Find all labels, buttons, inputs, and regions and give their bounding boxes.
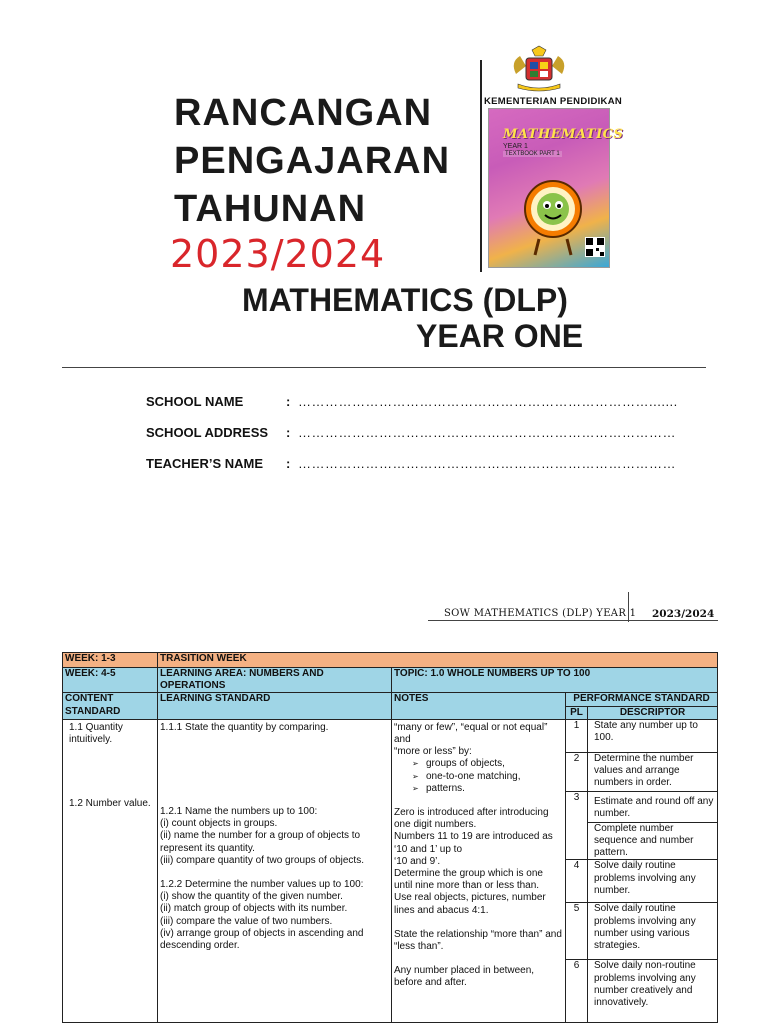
note-bullet-text: one-to-one matching, — [426, 770, 521, 782]
pl-number: 2 — [566, 752, 588, 791]
cover-year: 2023/2024 — [170, 232, 386, 276]
learning-1-2-2-item: (iii) compare the value of two numbers. — [160, 915, 333, 927]
col-learning-standard: LEARNING STANDARD — [158, 693, 392, 719]
school-address-colon: : — [286, 425, 291, 440]
pl-number: 4 — [566, 860, 588, 903]
school-name-colon: : — [286, 394, 291, 409]
week-1-cell: WEEK: 1-3 — [63, 653, 158, 668]
book-part: TEXTBOOK PART 1 — [505, 151, 560, 157]
learning-1-2-2-item: (ii) match group of objects with its number. — [160, 903, 348, 915]
cover-level: YEAR ONE — [416, 318, 584, 354]
content-1-1: 1.1 Quantity intuitively. — [69, 721, 123, 746]
school-name-label: SCHOOL NAME — [146, 394, 244, 409]
learning-1-1-1: 1.1.1 State the quantity by comparing. — [160, 721, 329, 733]
pl-descriptor: Estimate and round off any number. — [588, 791, 718, 822]
note-line: Any number placed in between, before and after. — [394, 965, 535, 989]
cover-title-line-2: PENGAJARAN — [174, 140, 451, 182]
note-line: Use real objects, pictures, number lines and abacus 4:1. — [394, 892, 546, 916]
teacher-name-colon: : — [286, 456, 291, 471]
week-2-cell: WEEK: 4-5 — [63, 668, 158, 693]
note-line: ‘10 and 9’. — [394, 855, 441, 867]
learning-1-2-1-item: (i) count objects in groups. — [160, 818, 278, 830]
note-line: State the relationship “more than” and “less than”. — [394, 928, 562, 953]
learning-1-2-1-item: (ii) name the number for a group of objects to represent its quantity. — [160, 830, 361, 854]
school-address-label: SCHOOL ADDRESS — [146, 425, 269, 440]
notes-cell — [392, 719, 566, 1023]
ministry-name: KEMENTERIAN PENDIDIKAN — [484, 96, 623, 107]
col-content-standard: CONTENT STANDARD — [63, 693, 158, 719]
content-standard-cell — [63, 719, 158, 1023]
teacher-name-label: TEACHER’S NAME — [146, 456, 264, 471]
school-name-field[interactable]: ……………………………………………………………………....... — [298, 394, 678, 409]
content-row — [63, 719, 718, 752]
pl-descriptor: Solve daily routine problems involving any number using various strategies. — [588, 903, 718, 960]
sow-header-year: 2023/2024 — [652, 608, 715, 620]
learning-1-2-1-item: (iii) compare quantity of two groups of objects. — [160, 854, 364, 866]
col-descriptor: DESCRIPTOR — [588, 706, 718, 719]
pl-descriptor: Solve daily routine problems involving any number. — [588, 860, 718, 903]
col-notes: NOTES — [392, 693, 566, 719]
note-line: “many or few”, “equal or not equal” and — [394, 721, 548, 746]
cover-subject: MATHEMATICS (DLP) — [242, 282, 568, 318]
note-line: Numbers 11 to 19 are introduced as ‘10 and 1’ up to — [394, 831, 553, 855]
qr-code-icon — [585, 237, 605, 257]
book-title: MATHEMATICS — [503, 127, 624, 142]
cover-title-line-3: TAHUNAN — [174, 188, 367, 230]
pl-descriptor: Complete number sequence and number pattern. — [588, 822, 718, 860]
note-line: “more or less” by: — [394, 746, 472, 758]
scheme-of-work-table — [62, 652, 718, 1023]
topic-cell: TOPIC: 1.0 WHOLE NUMBERS UP TO 100 — [392, 668, 718, 693]
note-bullet — [394, 758, 563, 770]
pl-number: 6 — [566, 960, 588, 1023]
note-bullet — [394, 783, 563, 795]
learning-standard-cell — [158, 719, 392, 1023]
col-performance-standard: PERFORMANCE STANDARD — [566, 693, 718, 706]
clock-mascot-icon — [517, 169, 589, 259]
header-rule — [428, 620, 718, 621]
learning-1-2-2: 1.2.2 Determine the number values up to 100: — [160, 879, 364, 891]
arrow-bullet-icon: ➢ — [412, 771, 419, 781]
pl-descriptor: Solve daily non-routine problems involving any number creatively and innovatively. — [588, 960, 718, 1023]
note-line: Zero is introduced after introducing one digit numbers. — [394, 807, 549, 831]
teacher-name-field[interactable]: ………………………………………………………………………… — [298, 456, 676, 471]
learning-1-2-2-item: (iv) arrange group of objects in ascending and descending order. — [160, 927, 364, 952]
week-row-2 — [63, 668, 718, 693]
cover-title-line-1: RANCANGAN — [174, 92, 433, 134]
note-bullet — [394, 771, 563, 783]
school-address-field[interactable]: ………………………………………………………………………… — [298, 425, 676, 440]
learning-1-2-1: 1.2.1 Name the numbers up to 100: — [160, 806, 318, 818]
sow-header-title: SOW MATHEMATICS (DLP) YEAR 1 — [444, 608, 637, 619]
learning-area-cell: LEARNING AREA: NUMBERS AND OPERATIONS — [158, 668, 392, 693]
note-bullet-text: patterns. — [426, 782, 465, 794]
note-line: Determine the group which is one until nine more than or less than. — [394, 868, 543, 892]
book-subtitle: YEAR 1 — [503, 143, 528, 150]
column-header-row — [63, 693, 718, 706]
learning-1-2-2-item: (i) show the quantity of the given number. — [160, 891, 343, 903]
divider-horizontal — [62, 367, 706, 368]
week-row-1 — [63, 653, 718, 668]
pl-number: 1 — [566, 719, 588, 752]
content-1-2: 1.2 Number value. — [69, 798, 151, 810]
pl-descriptor: Determine the number values and arrange numbers in order. — [588, 752, 718, 791]
arrow-bullet-icon: ➢ — [412, 783, 419, 793]
arrow-bullet-icon: ➢ — [412, 759, 419, 769]
pl-number: 5 — [566, 903, 588, 960]
transition-week-cell: TRASITION WEEK — [158, 653, 718, 668]
ministry-crest-icon — [508, 44, 570, 92]
textbook-cover-image — [488, 108, 624, 268]
col-pl: PL — [566, 706, 588, 719]
divider-vertical — [480, 60, 482, 272]
pl-number: 3 — [566, 791, 588, 860]
note-bullet-text: groups of objects, — [426, 758, 505, 770]
pl-descriptor: State any number up to 100. — [588, 719, 718, 752]
